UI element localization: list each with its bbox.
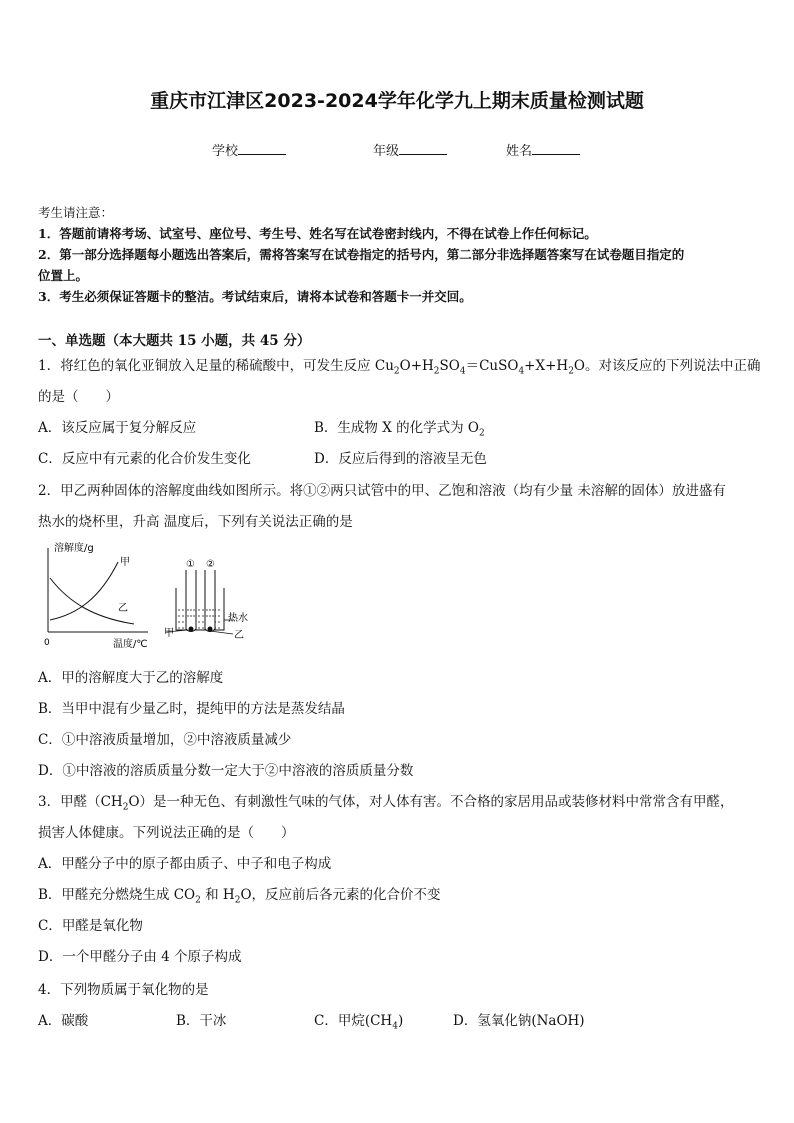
- notice-item: 2．第一部分选择题每小题选出答案后，需将答案写在试卷指定的括号内，第二部分非选择题答案写在试卷题目指定的: [38, 247, 685, 262]
- q2-option-a[interactable]: A．甲的溶解度大于乙的溶解度: [38, 670, 224, 686]
- tube-1-label: ①: [186, 559, 195, 570]
- grade-label: 年级: [373, 144, 400, 159]
- q4-option-a[interactable]: A．碳酸: [38, 1013, 89, 1029]
- section-heading: 一、单选题（本大题共 15 小题，共 45 分）: [38, 333, 311, 349]
- q2-option-b[interactable]: B．当甲中混有少量乙时，提纯甲的方法是蒸发结晶: [38, 701, 345, 717]
- solubility-figure: [38, 538, 248, 653]
- name-label: 姓名: [506, 144, 533, 159]
- curve-jia: [50, 562, 118, 620]
- page-title: 重庆市江津区2023-2024学年化学九上期末质量检测试题: [150, 90, 644, 112]
- q4-option-b[interactable]: B．干冰: [176, 1013, 227, 1029]
- curve-jia-label: 甲: [120, 557, 130, 568]
- notice-item: 3．考生必须保证答题卡的整洁。考试结束后，请将本试卷和答题卡一并交回。: [38, 289, 472, 304]
- question-4-stem: 4．下列物质属于氧化物的是: [38, 982, 209, 998]
- q4-option-c[interactable]: C．甲烷$(CH_4)$: [314, 1013, 404, 1032]
- x-axis-label: 温度/℃: [113, 639, 148, 650]
- question-1-stem: 1．将红色的氧化亚铜放入足量的稀硫酸中，可发生反应 $Cu_2O+H_2SO_4=CuSO_4+X+H_2O$。对该反应的下列说法中正确: [38, 358, 761, 377]
- origin-label: 0: [44, 638, 50, 648]
- notice-item: 1．答题前请将考场、试室号、座位号、考生号、姓名写在试卷密封线内，不得在试卷上作任何标记。: [38, 226, 597, 241]
- tube-2-label: ②: [206, 559, 215, 570]
- name-field[interactable]: [506, 140, 580, 159]
- tube-2: [205, 570, 215, 632]
- tube-1: [186, 570, 196, 632]
- q2-option-c[interactable]: C．①中溶液质量增加，②中溶液质量减少: [38, 732, 292, 748]
- grade-field[interactable]: [373, 140, 447, 159]
- notice-heading: 考生请注意：: [38, 205, 114, 220]
- solid-yi: [208, 627, 213, 632]
- question-2-stem: 2．甲乙两种固体的溶解度曲线如图所示。将①②两只试管中的甲、乙饱和溶液（均有少量 未溶解的固体）放进盛有: [38, 483, 726, 499]
- q1-option-d[interactable]: D．反应后得到的溶液呈无色: [314, 451, 487, 467]
- q3-option-a[interactable]: A．甲醛分子中的原子都由质子、中子和电子构成: [38, 856, 332, 872]
- solid-jia: [189, 627, 194, 632]
- beaker: [176, 588, 224, 630]
- right-yi-label: 乙: [234, 630, 244, 641]
- question-1-stem-cont: 的是（ ）: [38, 389, 119, 405]
- curve-yi: [50, 578, 134, 624]
- q3-option-b[interactable]: B．甲醛充分燃烧生成 $CO_2$ 和 $H_2O$，反应前后各元素的化合价不变: [38, 887, 441, 906]
- q2-option-d[interactable]: D．①中溶液的溶质质量分数一定大于②中溶液的溶质质量分数: [38, 763, 414, 779]
- q1-option-b[interactable]: B．生成物 X 的化学式为 $O_2$: [314, 420, 485, 439]
- y-axis-label: 溶解度/g: [54, 543, 94, 554]
- question-3-stem-cont: 损害人体健康。下列说法正确的是（ ）: [38, 825, 295, 841]
- q3-option-d[interactable]: D．一个甲醛分子由 4 个原子构成: [38, 949, 242, 965]
- curve-yi-label: 乙: [118, 603, 128, 614]
- left-jia-label: 甲: [164, 628, 174, 639]
- school-label: 学校: [212, 144, 239, 159]
- school-field[interactable]: [212, 140, 286, 159]
- q3-option-c[interactable]: C．甲醛是氧化物: [38, 918, 143, 934]
- q4-option-d[interactable]: D．氢氧化钠(NaOH): [453, 1013, 585, 1029]
- question-3-stem: 3．甲醛$(CH_2O)$是一种无色、有刺激性气味的气体，对人体有害。不合格的家居用品或装修材料中常常含有甲醛，: [38, 794, 734, 813]
- question-2-stem-cont: 热水的烧杯里，升高 温度后，下列有关说法正确的是: [38, 514, 353, 530]
- notice-item: 位置上。: [38, 268, 89, 283]
- q1-option-c[interactable]: C．反应中有元素的化合价发生变化: [38, 451, 251, 467]
- q1-option-a[interactable]: A．该反应属于复分解反应: [38, 420, 197, 436]
- hot-water-label: 热水: [228, 613, 248, 624]
